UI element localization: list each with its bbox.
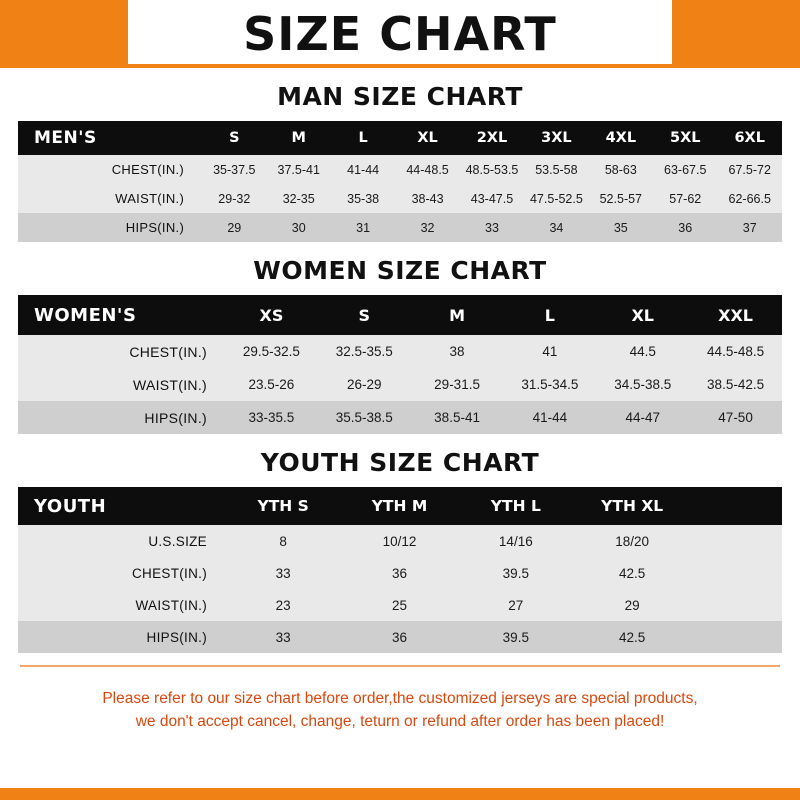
table-row bbox=[18, 121, 782, 155]
table-man-head bbox=[18, 121, 782, 155]
table-youth-col-1: YTH M bbox=[341, 487, 457, 525]
table-man-cell-0-1: 37.5-41 bbox=[267, 155, 331, 184]
table-women-cell-1-3: 31.5-34.5 bbox=[503, 368, 596, 401]
table-man-col-7: 5XL bbox=[653, 121, 717, 155]
charts-container bbox=[0, 68, 800, 788]
table-youth-row-header-label: YOUTH bbox=[18, 487, 225, 525]
table-row bbox=[18, 589, 782, 621]
table-women-cell-2-5: 47-50 bbox=[689, 401, 782, 434]
table-man-cell-0-8: 67.5-72 bbox=[717, 155, 782, 184]
table-women-cell-2-2: 38.5-41 bbox=[411, 401, 504, 434]
table-youth-cell-0-spacer bbox=[690, 525, 782, 557]
table-row bbox=[18, 525, 782, 557]
table-man-cell-0-6: 58-63 bbox=[589, 155, 653, 184]
table-row bbox=[18, 213, 782, 242]
table-women-col-2: M bbox=[411, 295, 504, 335]
table-women-cell-0-4: 44.5 bbox=[596, 335, 689, 368]
section-title-man: MAN SIZE CHART bbox=[277, 82, 523, 111]
section-women bbox=[18, 256, 782, 434]
banner-right-accent bbox=[672, 0, 800, 68]
table-women-col-0: XS bbox=[225, 295, 318, 335]
policy-note-line-1: Please refer to our size chart before order,the customized jerseys are special products, bbox=[102, 690, 698, 707]
table-women-cell-1-0: 23.5-26 bbox=[225, 368, 318, 401]
table-man bbox=[18, 121, 782, 242]
table-man-cell-0-7: 63-67.5 bbox=[653, 155, 717, 184]
table-man-cell-1-3: 38-43 bbox=[395, 184, 459, 213]
table-man-cell-2-2: 31 bbox=[331, 213, 395, 242]
table-women bbox=[18, 295, 782, 434]
table-women-cell-2-1: 35.5-38.5 bbox=[318, 401, 411, 434]
table-women-cell-2-3: 41-44 bbox=[503, 401, 596, 434]
table-women-col-1: S bbox=[318, 295, 411, 335]
table-women-cell-1-2: 29-31.5 bbox=[411, 368, 504, 401]
table-row bbox=[18, 184, 782, 213]
table-women-cell-0-1: 32.5-35.5 bbox=[318, 335, 411, 368]
table-youth-head bbox=[18, 487, 782, 525]
table-row bbox=[18, 295, 782, 335]
table-man-cell-1-1: 32-35 bbox=[267, 184, 331, 213]
table-row bbox=[18, 487, 782, 525]
table-man-row-header-label: MEN'S bbox=[18, 121, 202, 155]
table-women-cell-0-3: 41 bbox=[503, 335, 596, 368]
table-youth-cell-2-3: 29 bbox=[574, 589, 690, 621]
table-man-cell-0-3: 44-48.5 bbox=[395, 155, 459, 184]
table-youth-col-spacer bbox=[690, 487, 782, 525]
table-man-col-2: L bbox=[331, 121, 395, 155]
table-man-cell-0-5: 53.5-58 bbox=[524, 155, 588, 184]
table-youth-cell-1-3: 42.5 bbox=[574, 557, 690, 589]
table-women-cell-2-0: 33-35.5 bbox=[225, 401, 318, 434]
table-man-row-2-label: HIPS(IN.) bbox=[18, 213, 202, 242]
table-man-cell-1-4: 43-47.5 bbox=[460, 184, 524, 213]
table-youth-cell-3-3: 42.5 bbox=[574, 621, 690, 653]
table-man-row-1-label: WAIST(IN.) bbox=[18, 184, 202, 213]
table-youth-cell-3-0: 33 bbox=[225, 621, 341, 653]
table-man-cell-2-8: 37 bbox=[717, 213, 782, 242]
table-youth-cell-1-2: 39.5 bbox=[458, 557, 574, 589]
table-row bbox=[18, 155, 782, 184]
table-youth-cell-1-1: 36 bbox=[341, 557, 457, 589]
table-man-cell-1-8: 62-66.5 bbox=[717, 184, 782, 213]
table-youth-cell-1-spacer bbox=[690, 557, 782, 589]
table-women-body bbox=[18, 335, 782, 434]
header-banner bbox=[0, 0, 800, 68]
table-man-cell-0-2: 41-44 bbox=[331, 155, 395, 184]
table-man-cell-0-0: 35-37.5 bbox=[202, 155, 266, 184]
table-man-cell-2-5: 34 bbox=[524, 213, 588, 242]
table-man-cell-1-2: 35-38 bbox=[331, 184, 395, 213]
table-youth-cell-3-spacer bbox=[690, 621, 782, 653]
table-row bbox=[18, 401, 782, 434]
table-man-cell-1-0: 29-32 bbox=[202, 184, 266, 213]
table-man-col-5: 3XL bbox=[524, 121, 588, 155]
table-women-cell-0-2: 38 bbox=[411, 335, 504, 368]
table-man-col-0: S bbox=[202, 121, 266, 155]
table-man-cell-2-6: 35 bbox=[589, 213, 653, 242]
table-man-col-6: 4XL bbox=[589, 121, 653, 155]
table-youth-cell-2-spacer bbox=[690, 589, 782, 621]
section-youth bbox=[18, 448, 782, 653]
table-youth-cell-3-1: 36 bbox=[341, 621, 457, 653]
table-man-cell-2-7: 36 bbox=[653, 213, 717, 242]
table-man-cell-1-7: 57-62 bbox=[653, 184, 717, 213]
table-women-cell-1-5: 38.5-42.5 bbox=[689, 368, 782, 401]
table-man-body bbox=[18, 155, 782, 242]
table-youth-cell-3-2: 39.5 bbox=[458, 621, 574, 653]
banner-left-accent bbox=[0, 0, 128, 68]
table-youth-cell-1-0: 33 bbox=[225, 557, 341, 589]
note-divider bbox=[20, 665, 780, 667]
table-women-cell-2-4: 44-47 bbox=[596, 401, 689, 434]
table-women-col-3: L bbox=[503, 295, 596, 335]
table-women-cell-0-0: 29.5-32.5 bbox=[225, 335, 318, 368]
table-women-row-header-label: WOMEN'S bbox=[18, 295, 225, 335]
table-man-cell-0-4: 48.5-53.5 bbox=[460, 155, 524, 184]
footer-accent-bar bbox=[0, 788, 800, 800]
table-youth-col-0: YTH S bbox=[225, 487, 341, 525]
table-row bbox=[18, 368, 782, 401]
table-women-cell-1-1: 26-29 bbox=[318, 368, 411, 401]
section-title-women: WOMEN SIZE CHART bbox=[253, 256, 547, 285]
table-man-cell-2-4: 33 bbox=[460, 213, 524, 242]
table-youth-row-0-label: U.S.SIZE bbox=[18, 525, 225, 557]
table-row bbox=[18, 557, 782, 589]
table-women-head bbox=[18, 295, 782, 335]
table-women-cell-1-4: 34.5-38.5 bbox=[596, 368, 689, 401]
table-youth-row-3-label: HIPS(IN.) bbox=[18, 621, 225, 653]
table-youth-cell-0-0: 8 bbox=[225, 525, 341, 557]
table-man-row-0-label: CHEST(IN.) bbox=[18, 155, 202, 184]
table-youth-cell-0-2: 14/16 bbox=[458, 525, 574, 557]
table-man-col-4: 2XL bbox=[460, 121, 524, 155]
table-man-col-3: XL bbox=[395, 121, 459, 155]
table-youth-col-3: YTH XL bbox=[574, 487, 690, 525]
section-title-youth: YOUTH SIZE CHART bbox=[260, 448, 540, 477]
table-man-cell-1-5: 47.5-52.5 bbox=[524, 184, 588, 213]
table-youth-cell-2-2: 27 bbox=[458, 589, 574, 621]
table-youth-body bbox=[18, 525, 782, 653]
table-man-cell-2-1: 30 bbox=[267, 213, 331, 242]
section-man bbox=[18, 82, 782, 242]
policy-note-line-2: we don't accept cancel, change, teturn or refund after order has been placed! bbox=[135, 713, 665, 731]
table-youth-cell-0-3: 18/20 bbox=[574, 525, 690, 557]
policy-note bbox=[18, 681, 782, 744]
table-women-row-1-label: WAIST(IN.) bbox=[18, 368, 225, 401]
table-man-cell-1-6: 52.5-57 bbox=[589, 184, 653, 213]
table-man-cell-2-3: 32 bbox=[395, 213, 459, 242]
table-youth-cell-2-1: 25 bbox=[341, 589, 457, 621]
table-women-row-2-label: HIPS(IN.) bbox=[18, 401, 225, 434]
table-youth-row-2-label: WAIST(IN.) bbox=[18, 589, 225, 621]
table-row bbox=[18, 335, 782, 368]
table-man-col-8: 6XL bbox=[717, 121, 782, 155]
page-title: SIZE CHART bbox=[243, 7, 557, 61]
table-women-col-4: XL bbox=[596, 295, 689, 335]
table-youth-cell-2-0: 23 bbox=[225, 589, 341, 621]
table-man-col-1: M bbox=[267, 121, 331, 155]
table-man-cell-2-0: 29 bbox=[202, 213, 266, 242]
table-row bbox=[18, 621, 782, 653]
table-women-cell-0-5: 44.5-48.5 bbox=[689, 335, 782, 368]
table-youth bbox=[18, 487, 782, 653]
table-women-col-5: XXL bbox=[689, 295, 782, 335]
table-youth-row-1-label: CHEST(IN.) bbox=[18, 557, 225, 589]
table-youth-col-2: YTH L bbox=[458, 487, 574, 525]
table-women-row-0-label: CHEST(IN.) bbox=[18, 335, 225, 368]
table-youth-cell-0-1: 10/12 bbox=[341, 525, 457, 557]
